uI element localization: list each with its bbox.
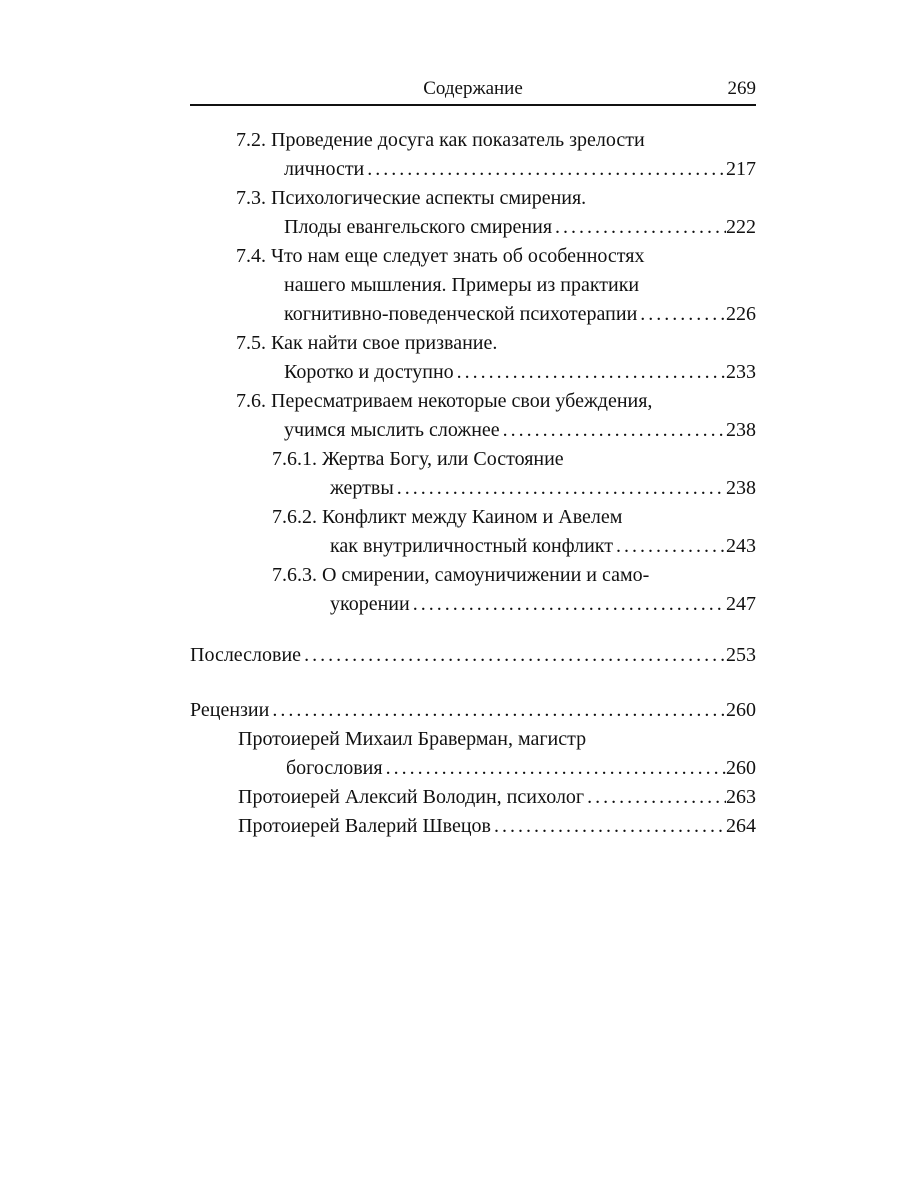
- toc-entry-number: 7.6.2.: [272, 506, 317, 528]
- header-title: Содержание: [423, 78, 523, 99]
- toc-entry-leader-line: [238, 754, 756, 783]
- toc-entry-line: [272, 503, 756, 532]
- toc-entry-title-cont: Коротко и доступно: [284, 361, 454, 383]
- toc-entry-page: 217: [726, 158, 756, 180]
- dot-leader: [552, 213, 726, 242]
- toc-entry-page: 243: [726, 535, 756, 557]
- toc-entry-number: 7.2.: [236, 129, 266, 151]
- toc-entry-number: 7.6.: [236, 390, 266, 412]
- toc-entry-title: Послесловие: [190, 644, 302, 666]
- toc-entry-title: Протоиерей Алексий Володин, психолог: [238, 786, 585, 808]
- toc-entry-title: Пересматриваем некоторые свои убеждения,: [271, 390, 653, 412]
- toc-entry-page: 233: [726, 361, 756, 383]
- toc-entry-leader-line: [190, 641, 756, 670]
- toc-entry-review-volodin[interactable]: [238, 783, 756, 812]
- toc-entry-page: 264: [726, 815, 756, 837]
- dot-leader: [613, 532, 726, 561]
- toc-entry-reviews[interactable]: [190, 696, 756, 725]
- toc-entry-title-cont: когнитивно-поведенческой психотерапии: [284, 303, 638, 325]
- toc-entry-title: О смирении, самоуничижении и само-: [322, 564, 650, 586]
- toc-entry-7-5[interactable]: [236, 329, 756, 387]
- toc-entry-line: [236, 126, 756, 155]
- toc-entry-title-cont: учимся мыслить сложнее: [284, 419, 500, 441]
- toc-entry-title-cont: нашего мышления. Примеры из практики: [284, 274, 640, 296]
- toc-entry-afterword[interactable]: [190, 641, 756, 670]
- toc-entry-title-cont: личности: [284, 158, 365, 180]
- toc-entry-review-braverman[interactable]: [238, 725, 756, 783]
- toc-entry-line: [236, 184, 756, 213]
- dot-leader: [491, 812, 726, 841]
- dot-leader: [383, 754, 726, 783]
- spacer: [190, 670, 756, 696]
- toc-entry-page: 253: [726, 644, 756, 666]
- toc-entry-leader-line: [236, 155, 756, 184]
- toc-entry-page: 260: [726, 699, 756, 721]
- dot-leader: [454, 358, 726, 387]
- toc-entry-title-cont: как внутриличностный конфликт: [330, 535, 613, 557]
- toc-entry-number: 7.5.: [236, 332, 266, 354]
- toc-entry-7-6[interactable]: [236, 387, 756, 445]
- toc-entry-number: 7.3.: [236, 187, 266, 209]
- toc-entry-title: Проведение досуга как показатель зрелости: [271, 129, 645, 151]
- toc-entry-line: [272, 445, 756, 474]
- toc-entry-7-4[interactable]: [236, 242, 756, 329]
- toc-entry-title-cont: жертвы: [330, 477, 394, 499]
- toc-entry-leader-line: [272, 590, 756, 619]
- toc-entry-page: 238: [726, 419, 756, 441]
- dot-leader: [500, 416, 726, 445]
- toc-entry-title: Как найти свое призвание.: [271, 332, 498, 354]
- dot-leader: [410, 590, 726, 619]
- toc-entry-title: Рецензии: [190, 699, 270, 721]
- toc-entry-review-shvetsov[interactable]: [238, 812, 756, 841]
- table-of-contents: [190, 126, 756, 841]
- dot-leader: [364, 155, 726, 184]
- toc-entry-leader-line: [236, 358, 756, 387]
- dot-leader: [584, 783, 726, 812]
- toc-entry-page: 260: [726, 757, 756, 779]
- toc-entry-title: Протоиерей Валерий Швецов: [238, 815, 491, 837]
- toc-entry-7-6-3[interactable]: [272, 561, 756, 619]
- dot-leader: [637, 300, 726, 329]
- toc-entry-leader-line: [190, 696, 756, 725]
- toc-entry-title-cont: богословия: [286, 757, 383, 779]
- toc-entry-number: 7.6.1.: [272, 448, 317, 470]
- dot-leader: [394, 474, 726, 503]
- toc-entry-leader-line: [236, 300, 756, 329]
- toc-entry-title: Психологические аспекты смирения.: [271, 187, 587, 209]
- toc-entry-7-6-1[interactable]: [272, 445, 756, 503]
- toc-entry-leader-line: [236, 213, 756, 242]
- toc-entry-leader-line: [272, 532, 756, 561]
- header-page-number: 269: [727, 78, 756, 99]
- toc-entry-leader-line: [272, 474, 756, 503]
- toc-entry-page: 238: [726, 477, 756, 499]
- toc-entry-number: 7.4.: [236, 245, 266, 267]
- toc-entry-7-2[interactable]: [236, 126, 756, 184]
- toc-entry-line: [236, 242, 756, 271]
- toc-entry-leader-line: [236, 416, 756, 445]
- toc-entry-page: 247: [726, 593, 756, 615]
- toc-entry-page: 263: [726, 786, 756, 808]
- toc-entry-7-6-2[interactable]: [272, 503, 756, 561]
- toc-entry-title-cont: Плоды евангельского смирения: [284, 216, 553, 238]
- toc-entry-line: [236, 387, 756, 416]
- toc-entry-title: Конфликт между Каином и Авелем: [322, 506, 623, 528]
- toc-entry-leader-line: [238, 783, 756, 812]
- toc-entry-page: 222: [726, 216, 756, 238]
- toc-entry-page: 226: [726, 303, 756, 325]
- dot-leader: [301, 641, 726, 670]
- running-header: [190, 76, 756, 106]
- toc-entry-title: Протоиерей Михаил Браверман, магистр: [238, 728, 587, 750]
- toc-entry-title: Жертва Богу, или Состояние: [322, 448, 564, 470]
- toc-entry-line: [272, 561, 756, 590]
- toc-entry-leader-line: [238, 812, 756, 841]
- spacer: [190, 619, 756, 641]
- toc-entry-7-3[interactable]: [236, 184, 756, 242]
- toc-entry-title-cont: укорении: [330, 593, 410, 615]
- dot-leader: [269, 696, 726, 725]
- toc-entry-line: [236, 329, 756, 358]
- toc-entry-title: Что нам еще следует знать об особенностях: [271, 245, 645, 267]
- toc-entry-number: 7.6.3.: [272, 564, 317, 586]
